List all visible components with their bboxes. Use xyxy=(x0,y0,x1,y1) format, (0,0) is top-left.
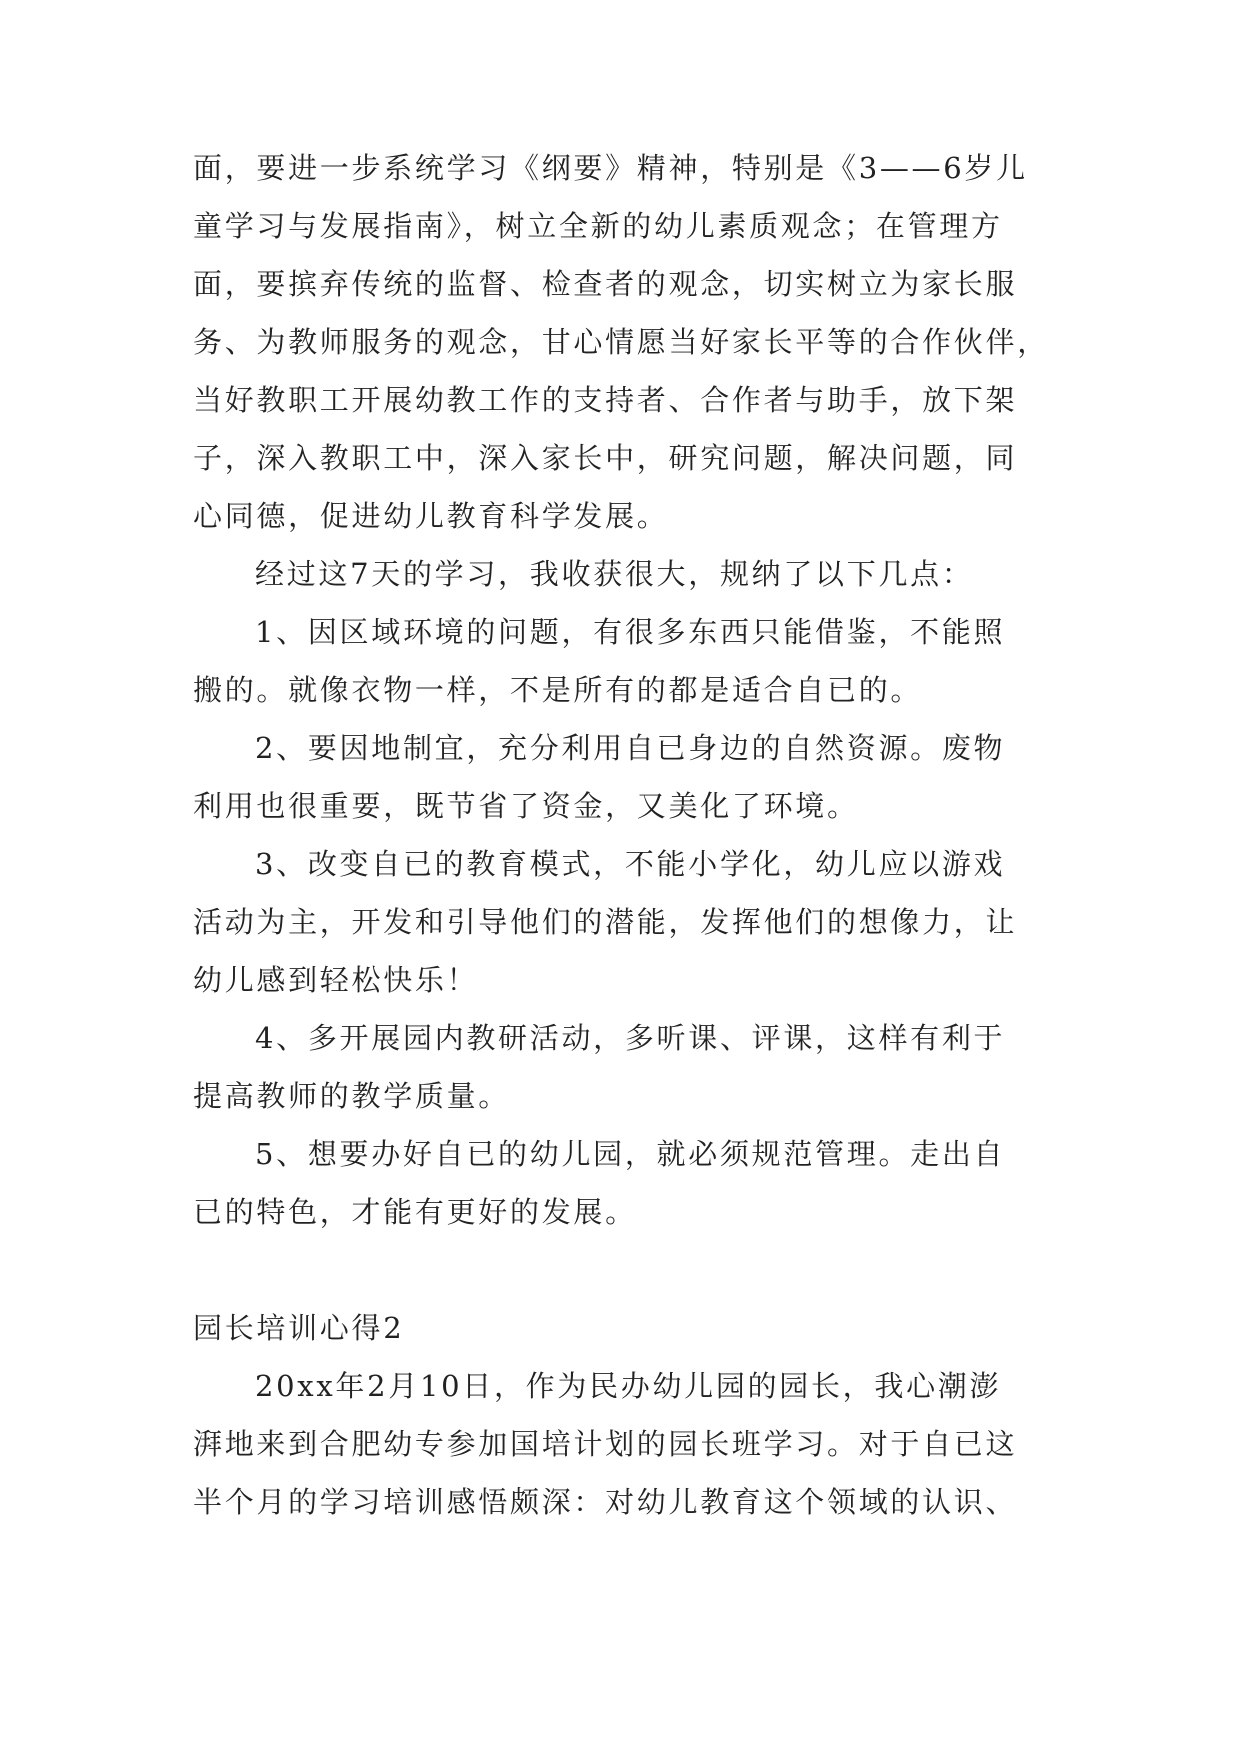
text-line: 童学习与发展指南》，树立全新的幼儿素质观念；在管理方 xyxy=(193,209,1003,243)
text-line: 务、为教师服务的观念，甘心情愿当好家长平等的合作伙伴， xyxy=(193,325,1049,359)
text-line: 已的特色，才能有更好的发展。 xyxy=(193,1195,637,1229)
point-item-5 xyxy=(193,1125,1073,1241)
text-line: 3、改变自已的教育模式，不能小学化，幼儿应以游戏 xyxy=(255,847,1006,881)
text-line: 20xx年2月10日，作为民办幼儿园的园长，我心潮澎 xyxy=(255,1369,1002,1403)
text-line: 心同德，促进幼儿教育科学发展。 xyxy=(193,499,669,533)
text-line: 半个月的学习培训感悟颇深：对幼儿教育这个领域的认识、 xyxy=(193,1485,1018,1519)
text-line: 子，深入教职工中，深入家长中，研究问题，解决问题，同 xyxy=(193,441,1018,475)
text-line: 面，要摈弃传统的监督、检查者的观念，切实树立为家长服 xyxy=(193,267,1018,301)
text-line: 湃地来到合肥幼专参加国培计划的园长班学习。对于自已这 xyxy=(193,1427,1018,1461)
point-item-3 xyxy=(193,835,1073,1009)
text-line: 2、要因地制宜，充分利用自已身边的自然资源。废物 xyxy=(255,731,1006,765)
text-line: 幼儿感到轻松快乐！ xyxy=(193,963,479,997)
section2-paragraph xyxy=(193,1357,1073,1531)
text-line: 经过这7天的学习，我收获很大，规纳了以下几点： xyxy=(255,557,974,591)
point-item-1 xyxy=(193,603,1073,719)
text-line: 4、多开展园内教研活动，多听课、评课，这样有利于 xyxy=(255,1021,1006,1055)
text-line: 搬的。就像衣物一样，不是所有的都是适合自已的。 xyxy=(193,673,923,707)
point-item-2 xyxy=(193,719,1073,835)
text-line: 面，要进一步系统学习《纲要》精神，特别是《3——6岁儿 xyxy=(193,151,1028,185)
section-spacer xyxy=(193,1241,1073,1299)
point-item-4 xyxy=(193,1009,1073,1125)
text-line: 5、想要办好自已的幼儿园，就必须规范管理。走出自 xyxy=(255,1137,1006,1171)
intro-paragraph xyxy=(193,139,1073,545)
text-line: 活动为主，开发和引导他们的潜能，发挥他们的想像力，让 xyxy=(193,905,1018,939)
heading-text: 园长培训心得2 xyxy=(193,1311,405,1345)
summary-paragraph xyxy=(193,545,1073,603)
text-line: 利用也很重要，既节省了资金，又美化了环境。 xyxy=(193,789,859,823)
text-line: 提高教师的教学质量。 xyxy=(193,1079,511,1113)
text-line: 当好教职工开展幼教工作的支持者、合作者与助手，放下架 xyxy=(193,383,1018,417)
section-heading xyxy=(193,1299,1073,1357)
text-line: 1、因区域环境的问题，有很多东西只能借鉴，不能照 xyxy=(255,615,1006,649)
document-body xyxy=(193,139,1073,1531)
